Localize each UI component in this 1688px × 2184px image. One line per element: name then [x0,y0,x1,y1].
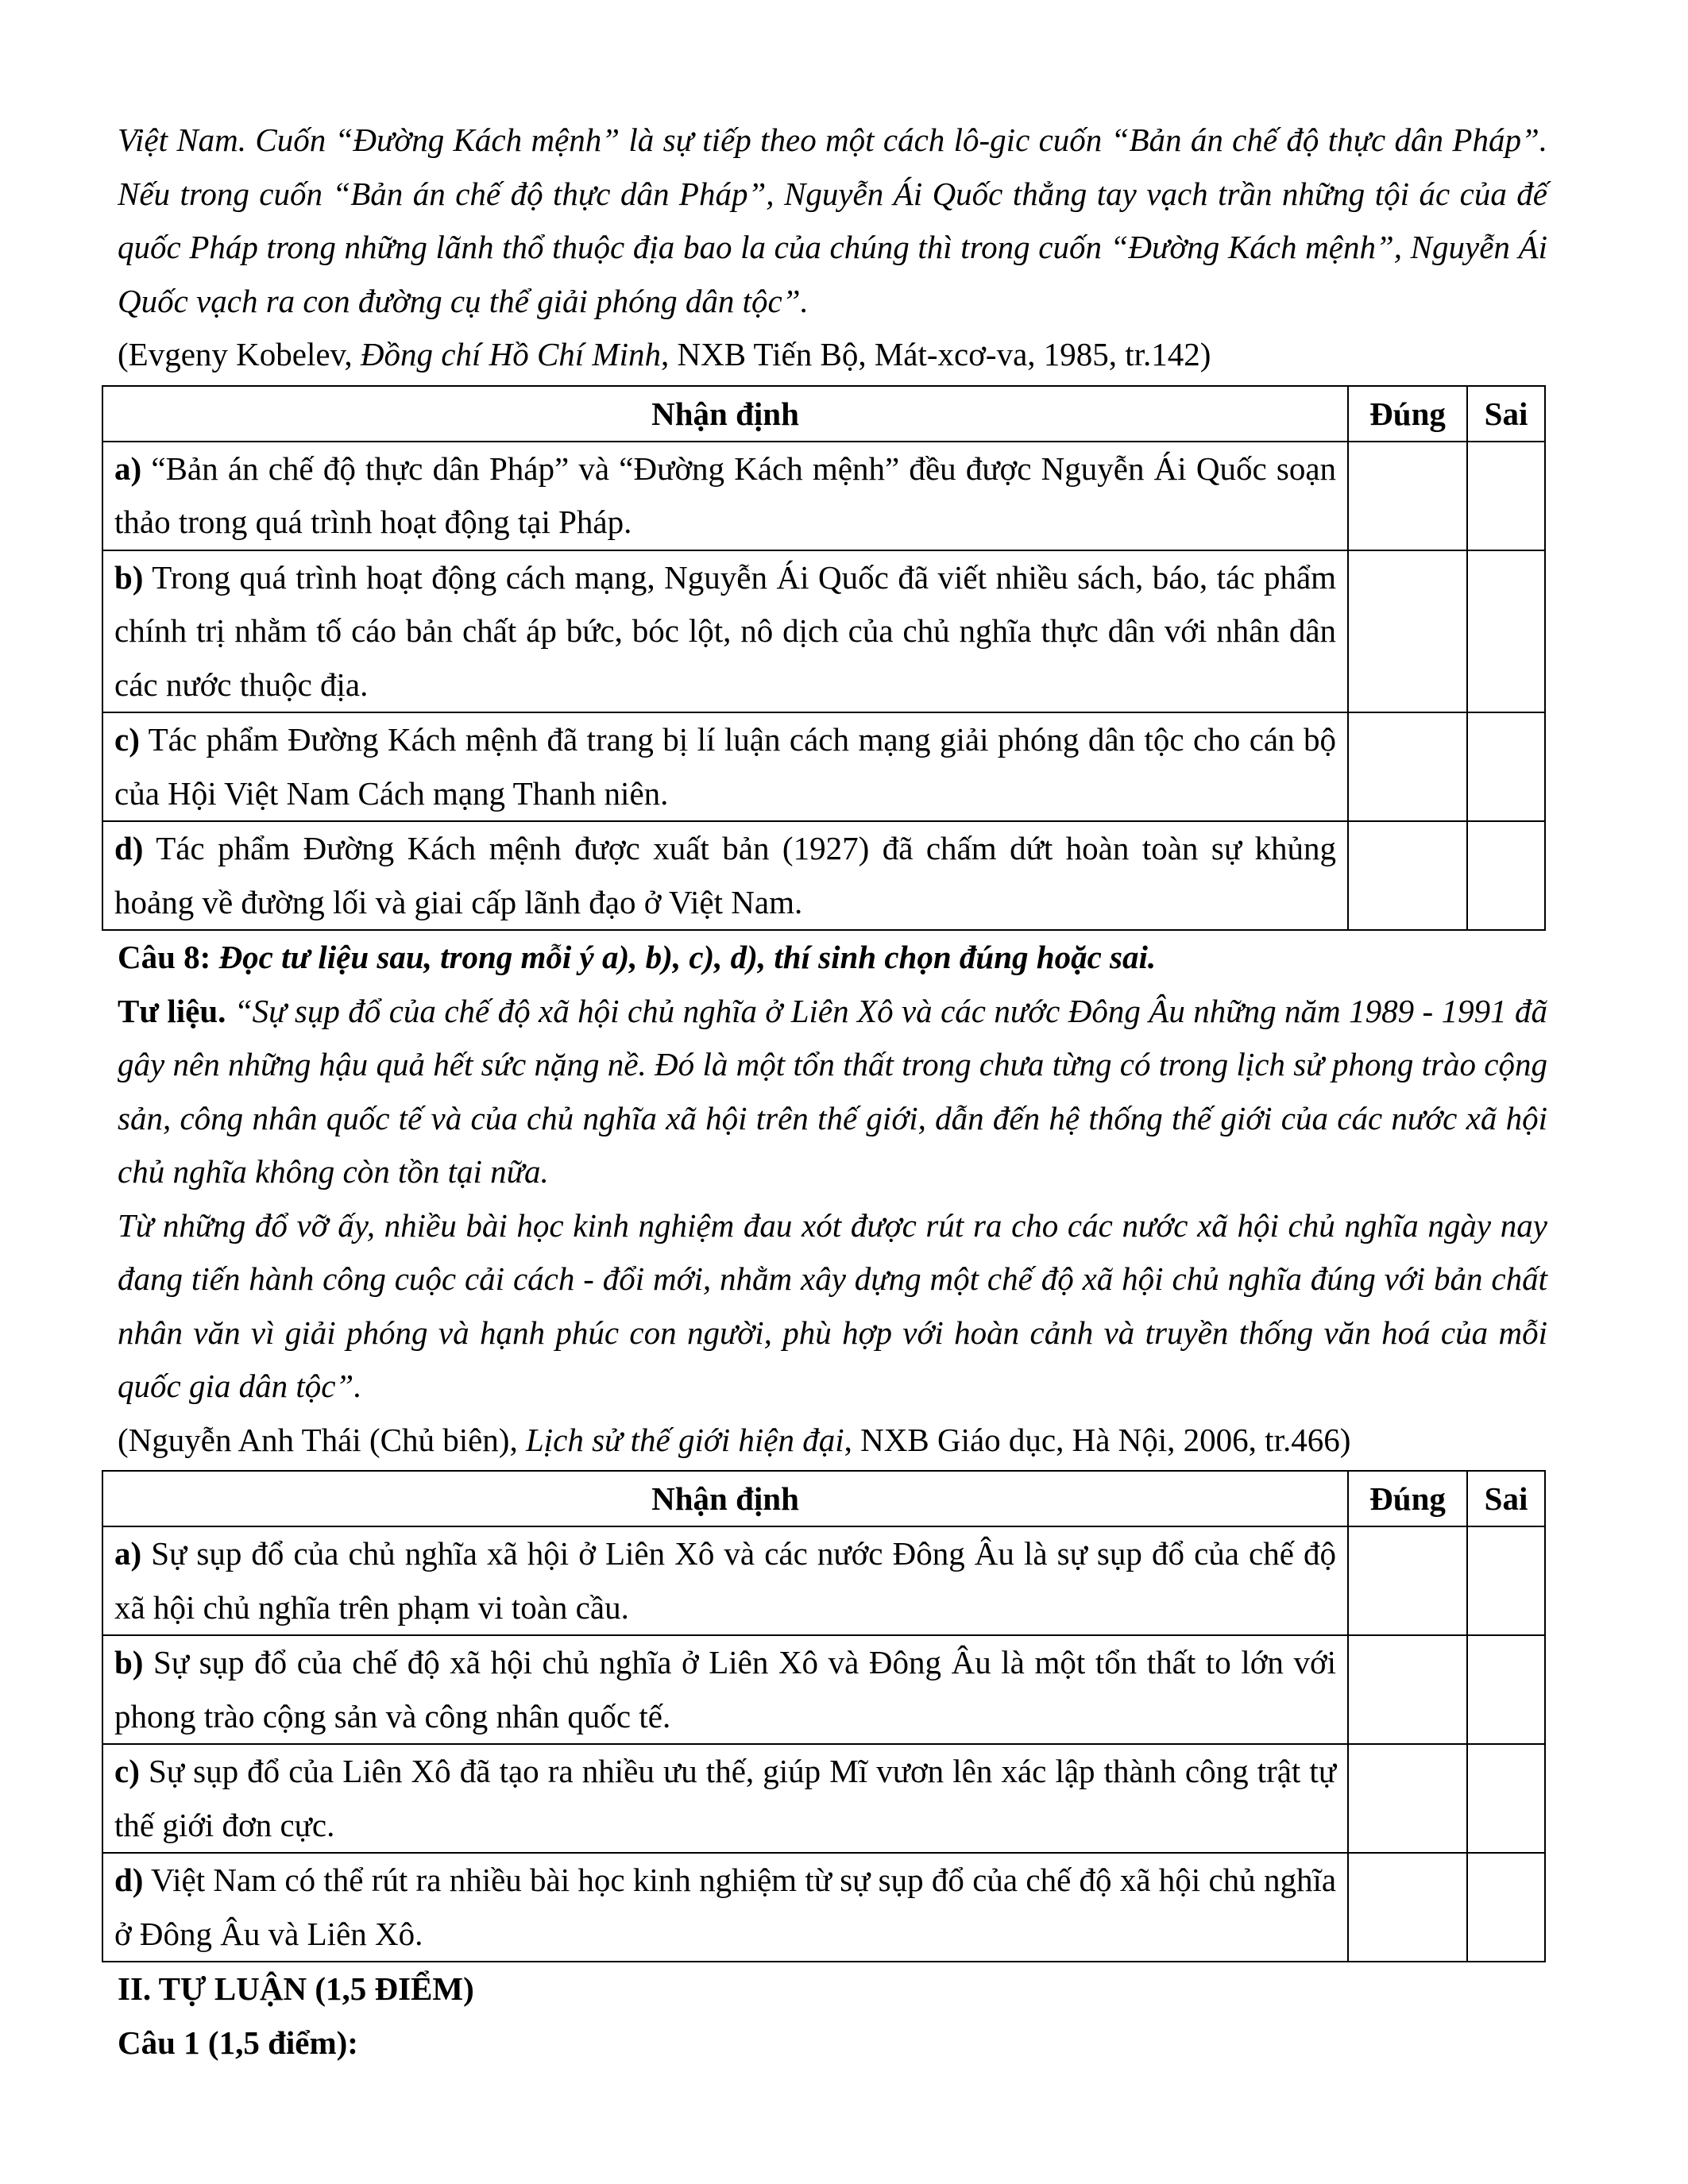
material-label: Tư liệu. [118,992,226,1029]
statement [102,442,1348,550]
q8-table [102,1470,1546,1962]
statement-text: Trong quá trình hoạt động cách mạng, Nguyễn Ái Quốc đã viết nhiều sách, báo, tác phẩm chính trị nhằm tố cáo bản chất áp bức, bóc lột, nô dịch của chủ nghĩa thực dân với nhân dân các nước thuộc địa. [114,558,1337,703]
table-row [102,1635,1545,1744]
table-header [102,1471,1545,1526]
q7-table [102,385,1546,932]
false-cell[interactable] [1467,1744,1545,1853]
question-instruction: Đọc tư liệu sau, trong mỗi ý a), b), c), d), thí sinh chọn đúng hoặc sai. [218,939,1157,975]
statement-label: c) [114,1753,140,1789]
true-cell[interactable] [1348,442,1467,550]
statement-label: a) [114,1535,142,1572]
true-cell[interactable] [1348,821,1467,930]
statement-text: Tác phẩm Đường Kách mệnh được xuất bản (1927) đã chấm dứt hoàn toàn sự khủng hoảng về đường lối và giai cấp lãnh đạo ở Việt Nam. [114,830,1337,920]
statement-text: Tác phẩm Đường Kách mệnh đã trang bị lí luận cách mạng giải phóng dân tộc cho cán bộ của Hội Việt Nam Cách mạng Thanh niên. [114,721,1337,812]
source-text: , NXB Tiến Bộ, Mát-xcơ-va, 1985, tr.142) [660,336,1211,372]
table-row [102,1526,1545,1635]
q7-passage-end: Việt Nam. Cuốn “Đường Kách mệnh” là sự tiếp theo một cách lô-gic cuốn “Bản án chế độ thực dân Pháp”. Nếu trong cuốn “Bản án chế độ thực dân Pháp”, Nguyễn Ái Quốc thẳng tay vạch trần những tội ác của đế quốc Pháp trong những lãnh thổ thuộc địa bao la của chúng thì trong cuốn “Đường Kách mệnh”, Nguyễn Ái Quốc vạch ra con đường cụ thể giải phóng dân tộc”. [118,122,1547,319]
source-text: (Nguyễn Anh Thái (Chủ biên), [118,1421,526,1458]
essay-question-1: Câu 1 (1,5 điểm): [118,2024,358,2061]
false-cell[interactable] [1467,712,1545,821]
false-cell[interactable] [1467,1853,1545,1962]
statement-text: Sự sụp đổ của chủ nghĩa xã hội ở Liên Xô và các nước Đông Âu là sự sụp đổ của chế độ xã hội chủ nghĩa trên phạm vi toàn cầu. [114,1535,1337,1626]
table-row [102,442,1545,550]
header-true: Đúng [1348,386,1467,442]
header-false: Sai [1467,1471,1545,1526]
table-row [102,821,1545,930]
section-heading: II. TỰ LUẬN (1,5 ĐIỂM) [118,1970,474,2007]
q8-heading [118,931,1547,985]
statement-label: b) [114,558,144,596]
document-page [102,114,1547,2070]
true-cell[interactable] [1348,1744,1467,1853]
header-statement: Nhận định [102,1471,1348,1526]
statement-label: d) [114,1862,144,1898]
table-row [102,712,1545,821]
statement-label: a) [114,450,142,487]
q7-source [118,328,1547,382]
true-cell[interactable] [1348,550,1467,713]
false-cell[interactable] [1467,821,1545,930]
q8-source [118,1414,1547,1468]
source-title: Lịch sử thế giới hiện đại [525,1421,844,1458]
true-cell[interactable] [1348,1853,1467,1962]
table-row [102,550,1545,713]
false-cell[interactable] [1467,442,1545,550]
source-text: (Evgeny Kobelev, [118,336,361,372]
statement [102,712,1348,821]
true-cell[interactable] [1348,1526,1467,1635]
statement-text: Sự sụp đổ của chế độ xã hội chủ nghĩa ở Liên Xô và Đông Âu là một tổn thất to lớn với phong trào cộng sản và công nhân quốc tế. [114,1644,1337,1734]
statement [102,821,1348,930]
header-statement: Nhận định [102,386,1348,442]
table-row [102,1744,1545,1853]
source-text: , NXB Giáo dục, Hà Nội, 2006, tr.466) [844,1421,1351,1458]
false-cell[interactable] [1467,550,1545,713]
table-row [102,1853,1545,1962]
statement-label: c) [114,721,140,758]
statement [102,1635,1348,1744]
false-cell[interactable] [1467,1635,1545,1744]
statement-text: Sự sụp đổ của Liên Xô đã tạo ra nhiều ưu thế, giúp Mĩ vươn lên xác lập thành công trật tự thế giới đơn cực. [114,1753,1337,1843]
statement-text: Việt Nam có thể rút ra nhiều bài học kinh nghiệm từ sự sụp đổ của chế độ xã hội chủ nghĩa ở Đông Âu và Liên Xô. [114,1862,1337,1952]
statement-label: d) [114,830,144,866]
statement [102,1744,1348,1853]
source-title: Đồng chí Hồ Chí Minh [360,336,661,372]
q8-material-2: Từ những đổ vỡ ấy, nhiều bài học kinh nghiệm đau xót được rút ra cho các nước xã hội chủ nghĩa ngày nay đang tiến hành công cuộc cải cách - đổi mới, nhằm xây dựng một chế độ xã hội chủ nghĩa đúng với bản chất nhân văn vì giải phóng và hạnh phúc con người, phù hợp với hoàn cảnh và truyền thống văn hoá của mỗi quốc gia dân tộc”. [118,1206,1547,1404]
false-cell[interactable] [1467,1526,1545,1635]
statement [102,1853,1348,1962]
statement-label: b) [114,1644,144,1680]
question-label: Câu 8: [118,939,219,975]
statement-text: “Bản án chế độ thực dân Pháp” và “Đường Kách mệnh” đều được Nguyễn Ái Quốc soạn thảo trong quá trình hoạt động tại Pháp. [114,450,1337,540]
header-false: Sai [1467,386,1545,442]
table-header [102,386,1545,442]
q8-material [118,985,1547,1199]
header-true: Đúng [1348,1471,1467,1526]
statement [102,550,1348,713]
material-text: “Sự sụp đổ của chế độ xã hội chủ nghĩa ở Liên Xô và các nước Đông Âu những năm 1989 - 1991 đã gây nên những hậu quả hết sức nặng nề. Đó là một tổn thất trong chưa từng có trong lịch sử phong trào cộng sản, công nhân quốc tế và của chủ nghĩa xã hội trên thế giới, dẫn đến hệ thống thế giới của các nước xã hội chủ nghĩa không còn tồn tại nữa. [118,992,1547,1190]
true-cell[interactable] [1348,712,1467,821]
true-cell[interactable] [1348,1635,1467,1744]
statement [102,1526,1348,1635]
